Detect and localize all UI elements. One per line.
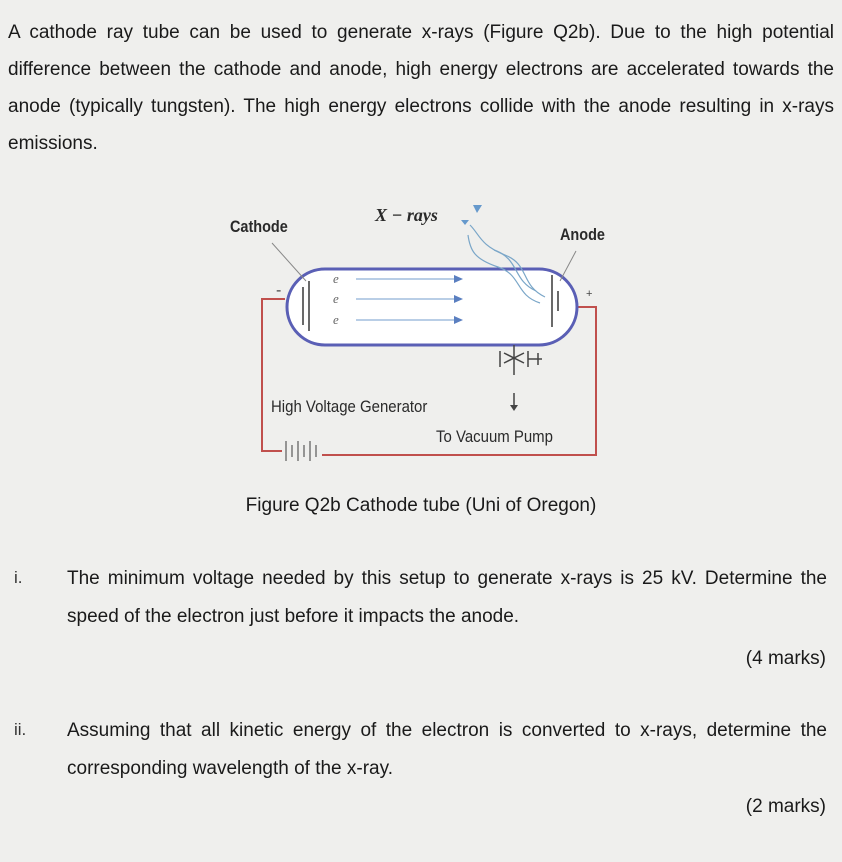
xray-arrow-icon <box>473 205 482 213</box>
vacuum-valve-icon <box>500 345 542 409</box>
question-marks: (2 marks) <box>745 796 826 817</box>
electron-symbol: e <box>333 271 339 286</box>
pump-arrow-icon <box>510 405 518 411</box>
electron-symbols <box>333 271 339 327</box>
question-marks: (4 marks) <box>745 648 826 669</box>
figure-caption: Figure Q2b Cathode tube (Uni of Oregon) <box>245 495 597 516</box>
xrays-label: X − rays <box>375 205 438 225</box>
electron-symbol: e <box>333 312 339 327</box>
anode-label: Anode <box>560 225 605 244</box>
vacuum-tube <box>287 269 577 345</box>
generator-label: High Voltage Generator <box>271 397 428 416</box>
question-number: ii. <box>14 720 27 739</box>
vacuum-pump-label: To Vacuum Pump <box>436 427 553 446</box>
cathode-tube-figure <box>0 195 842 495</box>
question-text: The minimum voltage needed by this setup to generate x-rays is 25 kV. Determine the speed of the electron just before it impacts the anode. <box>67 568 827 627</box>
plus-sign: + <box>586 288 593 300</box>
xray-arrow-icon <box>461 220 469 225</box>
intro-paragraph: A cathode ray tube can be used to generate x-rays (Figure Q2b). Due to the high potential difference between the cathode and anode, high energy electrons are accelerated towards the anode (typically tungsten). The high energy electrons collide with the anode resulting in x-rays emissions. <box>8 22 834 154</box>
electron-symbol: e <box>333 291 339 306</box>
minus-sign: - <box>276 282 282 299</box>
battery-icon <box>286 441 316 461</box>
cathode-label: Cathode <box>230 217 288 236</box>
question-text: Assuming that all kinetic energy of the electron is converted to x-rays, determine the corresponding wavelength of the x-ray. <box>67 720 827 779</box>
question-number: i. <box>14 568 23 587</box>
cathode-tube-diagram <box>0 195 842 495</box>
